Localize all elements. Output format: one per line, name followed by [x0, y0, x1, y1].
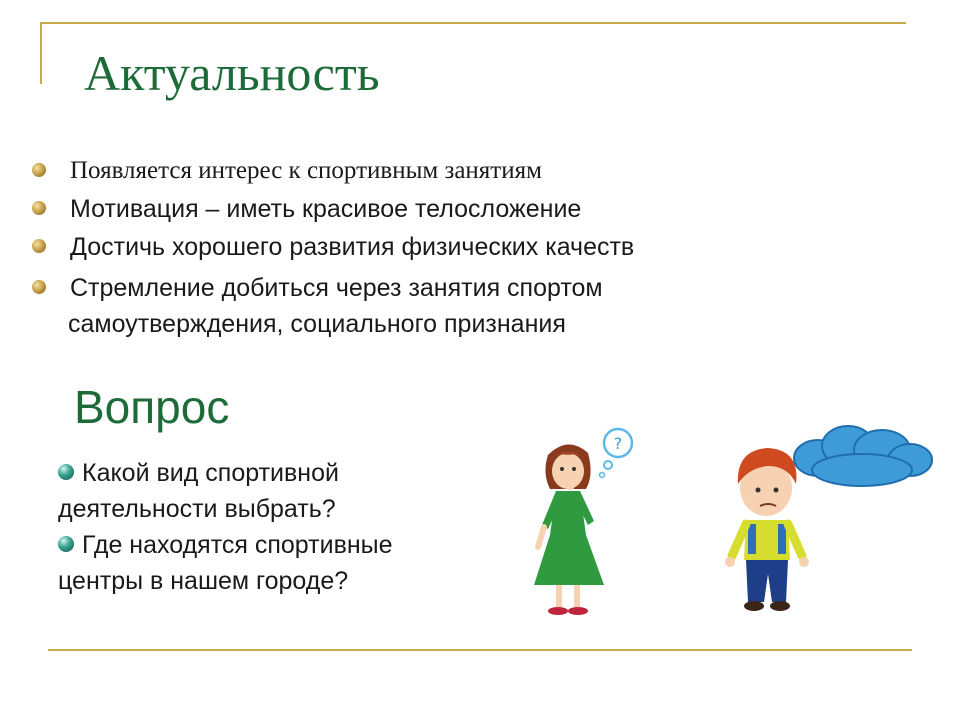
- question-heading: Вопрос: [74, 381, 230, 433]
- bullet-text: Мотивация – иметь красивое телосложение: [70, 195, 582, 223]
- slide-title: Актуальность: [84, 45, 380, 101]
- question-item-continuation: деятельности выбрать?: [58, 495, 336, 523]
- frame-left-line: [40, 22, 42, 84]
- question-item: [58, 527, 518, 563]
- bullet-dot-icon: [32, 163, 46, 177]
- frame-bottom-line: [48, 649, 912, 651]
- question-text: Какой вид спортивной: [82, 459, 339, 487]
- cloud-illustration: [790, 420, 935, 492]
- question-bubble-icon: [600, 429, 633, 478]
- bullet-item: [30, 190, 830, 228]
- bullet-text: Достичь хорошего развития физических качеств: [70, 233, 635, 261]
- bullet-text: Стремление добиться через занятия спортом: [70, 274, 603, 302]
- gem-bullet-icon: [58, 464, 74, 480]
- bullet-text: Появляется интерес к спортивным занятиям: [70, 157, 542, 184]
- question-item: [58, 455, 518, 491]
- bullet-text-continuation: самоутверждения, социального признания: [68, 310, 566, 338]
- bullet-item: [30, 228, 830, 266]
- svg-text:?: ?: [613, 434, 623, 453]
- bullet-item: [30, 270, 830, 342]
- question-list: [58, 455, 518, 599]
- bullet-dot-icon: [32, 201, 46, 215]
- bullet-dot-icon: [32, 239, 46, 253]
- bullet-list: [30, 152, 830, 342]
- thinking-girl-illustration: [520, 425, 650, 625]
- bullet-item: [30, 152, 830, 190]
- frame-top-line: [40, 22, 906, 24]
- question-text: Где находятся спортивные: [82, 531, 393, 559]
- bullet-dot-icon: [32, 280, 46, 294]
- question-item-continuation: центры в нашем городе?: [58, 567, 349, 595]
- gem-bullet-icon: [58, 536, 74, 552]
